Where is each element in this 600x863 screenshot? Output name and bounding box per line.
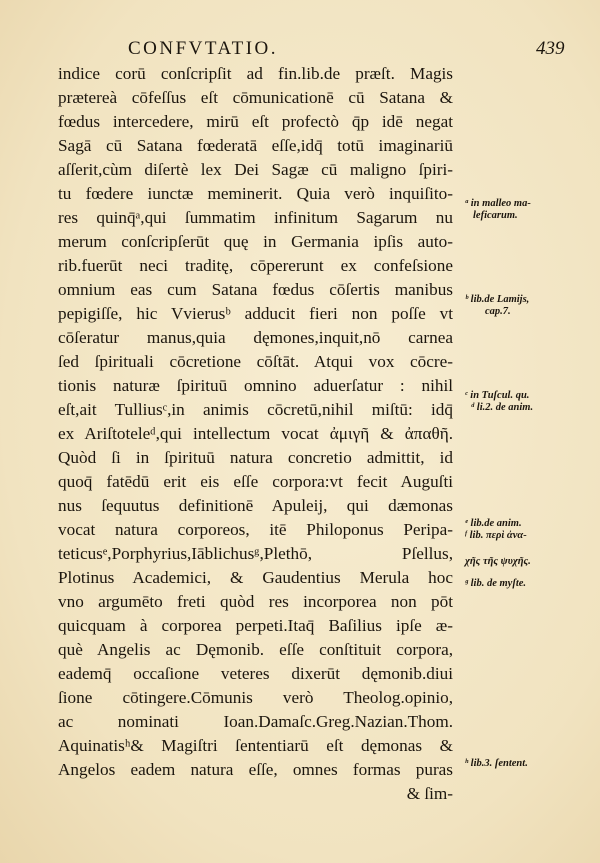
- text-line: ex Ariſtoteleᵈ,qui intellectum vocat ἀμιγῆ & ἀπαθῆ.: [58, 424, 453, 443]
- text-line: ac nominati Ioan.Damaſc.Greg.Nazian.Thom.: [58, 712, 453, 731]
- body-text: [58, 62, 453, 806]
- marginal-note: [465, 518, 595, 542]
- text-line: fœdus intercedere, mirū eſt profectò q̄p idē negat: [58, 112, 453, 131]
- text-line: eſt,ait Tulliusᶜ,in animis cōcretū,nihil miſtū: idq̄: [58, 400, 453, 419]
- text-line: nus ſequutus definitionē Apuleij, qui dæmonas: [58, 496, 453, 515]
- note-line: χῆς τῆς ψυχῆς.: [465, 556, 531, 567]
- text-line: quoq̄ fatēdū erit eis eſſe corpora:vt fecit Auguſti: [58, 472, 453, 491]
- catchword-line: & ſim-: [406, 784, 453, 803]
- text-line: indice corū conſcripſit ad fin.lib.de præſt. Magis: [58, 64, 453, 83]
- note-line: ᵍ lib. de myſte.: [465, 578, 527, 589]
- note-line: ᵃ in malleo ma-: [465, 198, 531, 209]
- text-line: ſione cōtingere.Cōmunis verò Theolog.opinio,: [58, 688, 453, 707]
- text-line: què Angelis ac Dęmonib. eſſe conſtituit corpora,: [58, 640, 453, 659]
- text-line: aſſerit,cùm diſertè lex Dei Sagæ cū maligno ſpiri-: [58, 160, 453, 179]
- marginal-note: [465, 758, 595, 770]
- text-line: merum conſcripſerūt quę in Germania ipſis auto-: [58, 232, 453, 251]
- text-line: Quòd ſi in ſpirituū natura concretio admittit, id: [58, 448, 453, 467]
- text-line: quicquam à corporea perpeti.Itaq̄ Baſilius ipſe æ-: [58, 616, 453, 635]
- marginal-note: [465, 198, 595, 222]
- note-line: ᵇ lib.de Lamijs,: [465, 294, 530, 305]
- note-line: ʰ lib.3. ſentent.: [465, 758, 528, 769]
- text-line: omnium eas cum Satana fœdus cōſertis manibus: [58, 280, 453, 299]
- text-line: cōſeratur manus,quia dęmones,inquit,nō carnea: [58, 328, 453, 347]
- note-line: leficarum.: [473, 210, 518, 221]
- text-line: tu fœdere iunctæ meminerit. Quia verò inquiſito-: [58, 184, 453, 203]
- text-line: teticusᵉ,Porphyrius,Iāblichusᵍ,Plethō, Pſellus,: [58, 544, 453, 563]
- text-line: prætereà cōfeſſus eſt cōmunicationē cū Satana &: [58, 88, 453, 107]
- text-line: pepigiſſe, hic Vvierusᵇ adducit fieri non poſſe vt: [58, 304, 453, 323]
- page-number: 439: [536, 38, 565, 59]
- text-line: vno argumēto freti quòd res incorporea non pōt: [58, 592, 453, 611]
- note-line: ᶜ in Tuſcul. qu.: [465, 390, 530, 401]
- text-line: Plotinus Academici, & Gaudentius Merula hoc: [58, 568, 453, 587]
- note-line: cap.7.: [485, 306, 511, 317]
- text-line: ſed ſpirituali cōcretione cōſtāt. Atqui vox cōcre-: [58, 352, 453, 371]
- marginal-note: [465, 294, 595, 318]
- text-line: res quinq̄ᵃ,qui ſummatim infinitum Sagarum nu: [58, 208, 453, 227]
- text-line: Aquinatisʰ& Magiſtri ſententiarū eſt dęmonas &: [58, 736, 453, 755]
- running-title: CONFVTATIO.: [128, 38, 279, 59]
- note-line: ᵈ li.2. de anim.: [471, 402, 534, 413]
- page-header: [0, 36, 600, 62]
- marginal-note: [465, 556, 595, 590]
- text-line: Sagā cū Satana fœderatā eſſe,idq̄ totū imaginariū: [58, 136, 453, 155]
- text-line: vocat natura corporeos, itē Philoponus Peripa-: [58, 520, 453, 539]
- text-line: Angelos eadem natura eſſe, omnes formas puras: [58, 760, 453, 779]
- text-line: eademq̄ occaſione veteres dixerūt dęmonib.diui: [58, 664, 453, 683]
- text-line: rib.fuerūt neci traditę, cōpererunt ex confeſsione: [58, 256, 453, 275]
- marginal-note: [465, 390, 595, 414]
- note-line: ᵉ lib.de anim.: [465, 518, 522, 529]
- text-line: tionis naturæ ſpirituū omnino aduerſatur : nihil: [58, 376, 453, 395]
- note-line: ᶠ lib. περὶ ἀνα-: [465, 530, 527, 541]
